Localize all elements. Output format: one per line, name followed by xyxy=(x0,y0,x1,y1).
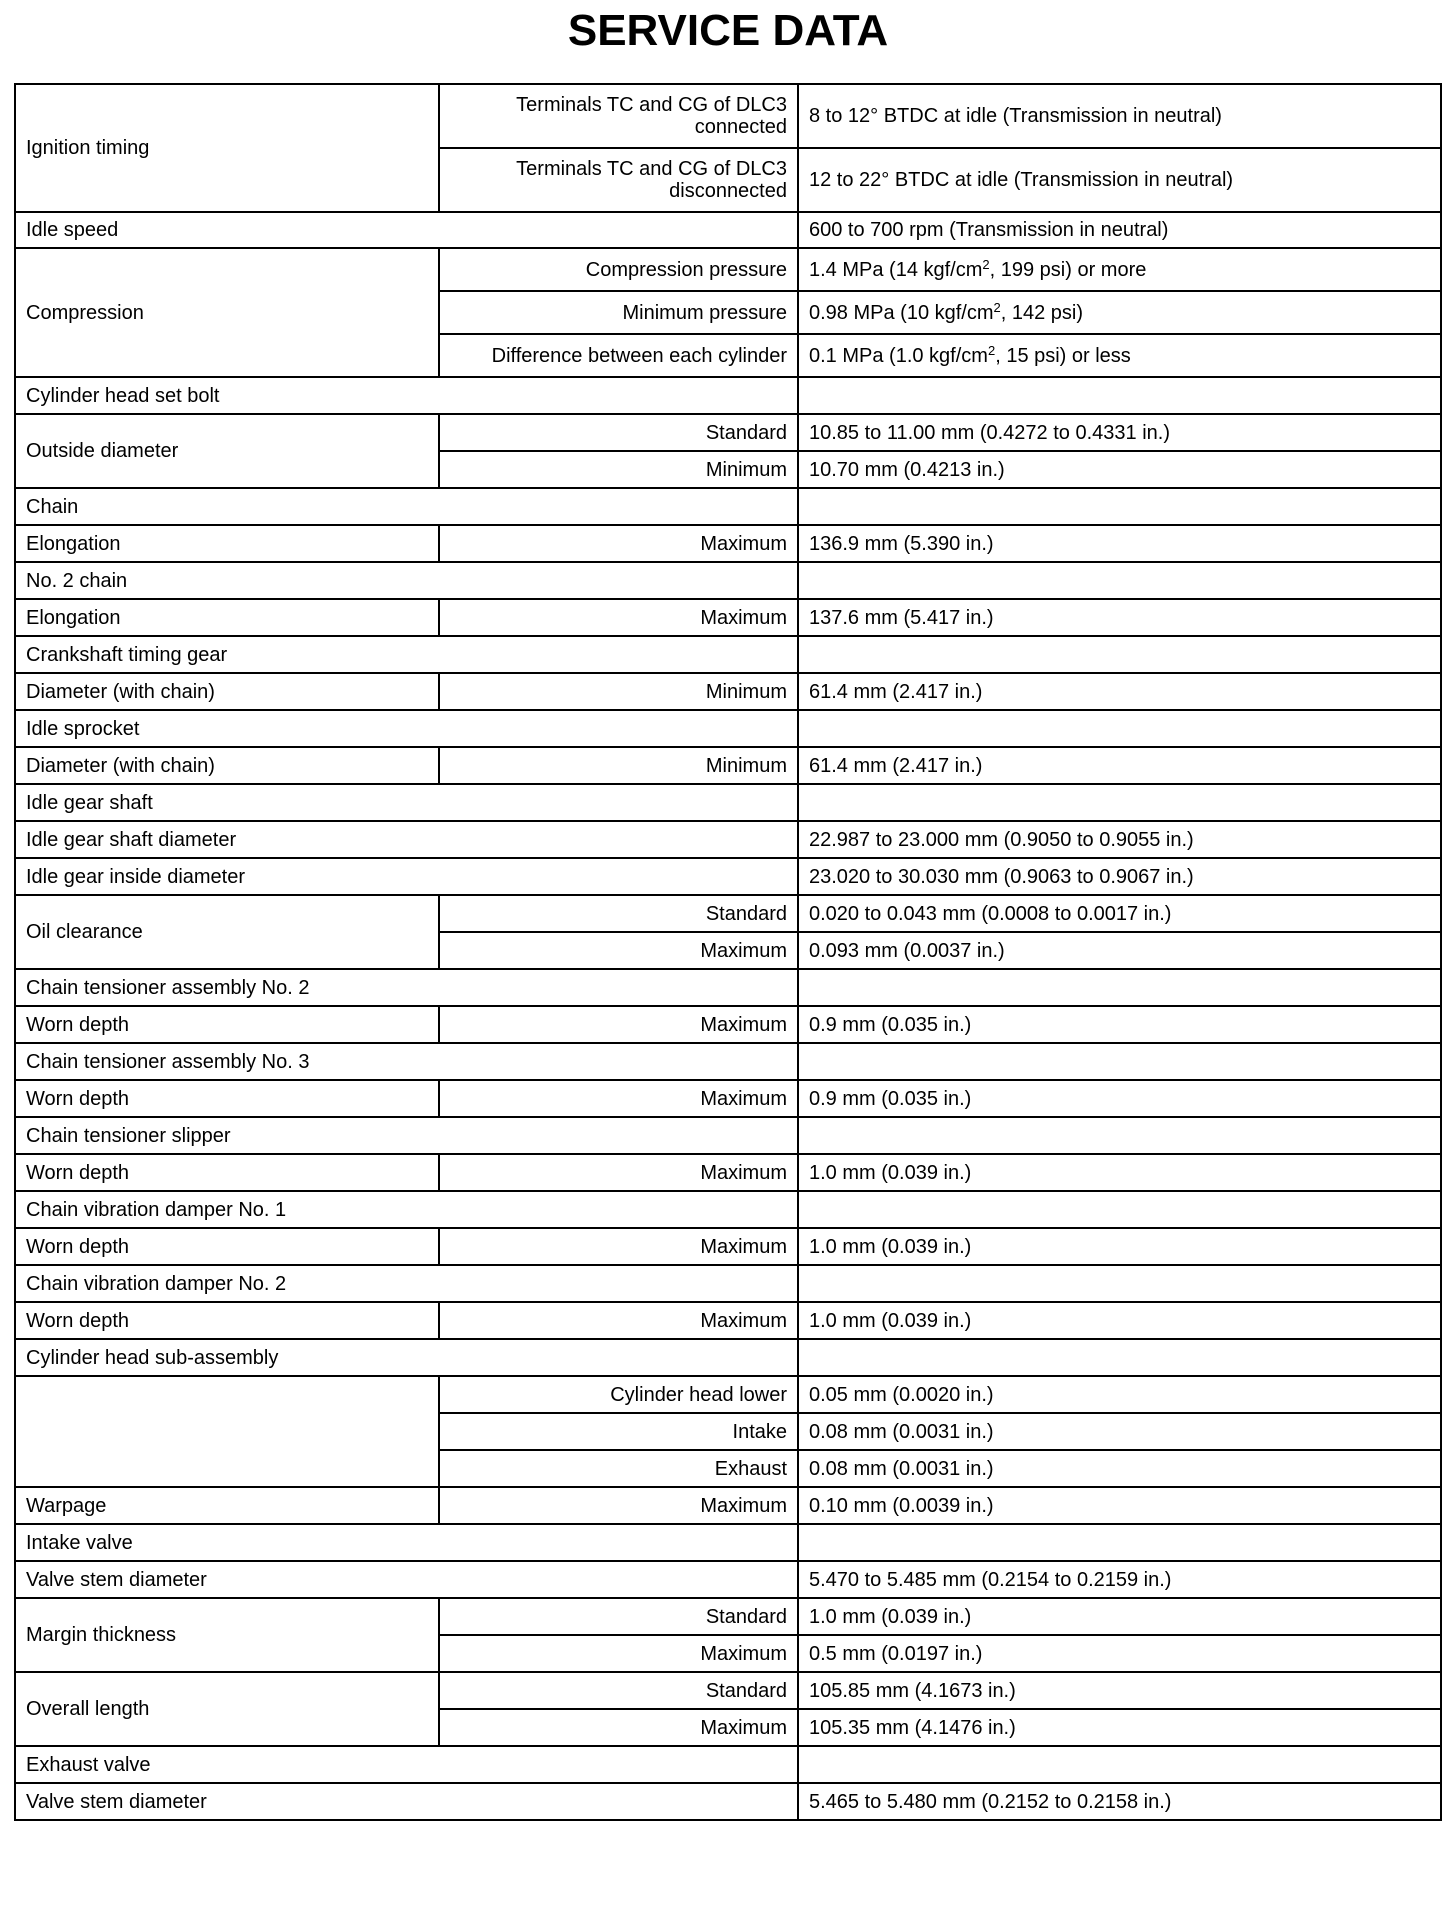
item-label-empty xyxy=(15,1376,439,1487)
spec-value: 1.0 mm (0.039 in.) xyxy=(798,1302,1441,1339)
section-label: Chain vibration damper No. 1 xyxy=(15,1191,798,1228)
table-row xyxy=(15,1672,1441,1709)
section-label: Crankshaft timing gear xyxy=(15,636,798,673)
condition-label: Minimum xyxy=(439,673,798,710)
section-row xyxy=(15,1191,1441,1228)
spec-value xyxy=(798,334,1441,377)
value-text: , 15 psi) or less xyxy=(995,344,1131,367)
spec-value: 1.0 mm (0.039 in.) xyxy=(798,1228,1441,1265)
spec-value: 0.9 mm (0.035 in.) xyxy=(798,1080,1441,1117)
spec-value xyxy=(798,710,1441,747)
section-label: Idle gear shaft xyxy=(15,784,798,821)
section-row xyxy=(15,1043,1441,1080)
condition-label: Maximum xyxy=(439,599,798,636)
table-row xyxy=(15,747,1441,784)
item-label: Diameter (with chain) xyxy=(15,747,439,784)
section-row xyxy=(15,784,1441,821)
spec-value xyxy=(798,969,1441,1006)
condition-label: Standard xyxy=(439,1672,798,1709)
spec-value: 12 to 22° BTDC at idle (Transmission in neutral) xyxy=(798,148,1441,212)
section-row xyxy=(15,1746,1441,1783)
condition-label: Minimum pressure xyxy=(439,291,798,334)
condition-label: Maximum xyxy=(439,1080,798,1117)
table-row xyxy=(15,212,1441,248)
spec-value xyxy=(798,1117,1441,1154)
table-row xyxy=(15,1783,1441,1820)
section-row xyxy=(15,636,1441,673)
condition-label: Difference between each cylinder xyxy=(439,334,798,377)
spec-value: 0.9 mm (0.035 in.) xyxy=(798,1006,1441,1043)
service-data-table xyxy=(14,83,1442,1821)
spec-value: 22.987 to 23.000 mm (0.9050 to 0.9055 in.) xyxy=(798,821,1441,858)
item-label: Worn depth xyxy=(15,1080,439,1117)
spec-value xyxy=(798,562,1441,599)
table-row xyxy=(15,895,1441,932)
spec-value: 0.5 mm (0.0197 in.) xyxy=(798,1635,1441,1672)
section-label: Chain vibration damper No. 2 xyxy=(15,1265,798,1302)
table-row xyxy=(15,1487,1441,1524)
spec-value: 61.4 mm (2.417 in.) xyxy=(798,673,1441,710)
table-row xyxy=(15,248,1441,291)
condition-label: Exhaust xyxy=(439,1450,798,1487)
spec-value: 600 to 700 rpm (Transmission in neutral) xyxy=(798,212,1441,248)
item-label: Worn depth xyxy=(15,1006,439,1043)
superscript: 2 xyxy=(993,299,1001,315)
item-label: Idle speed xyxy=(15,212,798,248)
spec-value xyxy=(798,1524,1441,1561)
section-label: Chain xyxy=(15,488,798,525)
item-label: Margin thickness xyxy=(15,1598,439,1672)
section-row xyxy=(15,1524,1441,1561)
spec-value: 8 to 12° BTDC at idle (Transmission in neutral) xyxy=(798,84,1441,148)
spec-value xyxy=(798,1191,1441,1228)
condition-label: Standard xyxy=(439,414,798,451)
condition-label: Standard xyxy=(439,1598,798,1635)
value-text: 0.1 MPa (1.0 kgf/cm xyxy=(809,344,988,367)
table-row xyxy=(15,84,1441,148)
section-label: Chain tensioner assembly No. 2 xyxy=(15,969,798,1006)
spec-value: 61.4 mm (2.417 in.) xyxy=(798,747,1441,784)
superscript: 2 xyxy=(987,342,996,358)
spec-value: 5.465 to 5.480 mm (0.2152 to 0.2158 in.) xyxy=(798,1783,1441,1820)
item-label: Worn depth xyxy=(15,1154,439,1191)
spec-value: 0.093 mm (0.0037 in.) xyxy=(798,932,1441,969)
item-label: Worn depth xyxy=(15,1302,439,1339)
section-row xyxy=(15,488,1441,525)
item-label: Idle gear shaft diameter xyxy=(15,821,798,858)
table-row xyxy=(15,525,1441,562)
section-label: Intake valve xyxy=(15,1524,798,1561)
condition-label: Terminals TC and CG of DLC3 disconnected xyxy=(439,148,798,212)
condition-label: Maximum xyxy=(439,1302,798,1339)
item-label: Warpage xyxy=(15,1487,439,1524)
section-label: Cylinder head sub-assembly xyxy=(15,1339,798,1376)
spec-value xyxy=(798,636,1441,673)
spec-value xyxy=(798,377,1441,414)
table-row xyxy=(15,1376,1441,1413)
spec-value: 1.0 mm (0.039 in.) xyxy=(798,1154,1441,1191)
section-row xyxy=(15,1265,1441,1302)
item-label: Idle gear inside diameter xyxy=(15,858,798,895)
spec-value xyxy=(798,1339,1441,1376)
spec-value: 105.35 mm (4.1476 in.) xyxy=(798,1709,1441,1746)
table-row xyxy=(15,1080,1441,1117)
item-label: Compression xyxy=(15,248,439,377)
value-text: 1.4 MPa (14 kgf/cm xyxy=(809,258,983,281)
section-row xyxy=(15,562,1441,599)
spec-value: 136.9 mm (5.390 in.) xyxy=(798,525,1441,562)
condition-label: Terminals TC and CG of DLC3 connected xyxy=(439,84,798,148)
section-row xyxy=(15,710,1441,747)
section-row xyxy=(15,969,1441,1006)
spec-value: 1.0 mm (0.039 in.) xyxy=(798,1598,1441,1635)
condition-label: Maximum xyxy=(439,1487,798,1524)
spec-value xyxy=(798,1746,1441,1783)
table-row xyxy=(15,1228,1441,1265)
condition-label: Cylinder head lower xyxy=(439,1376,798,1413)
superscript: 2 xyxy=(982,256,990,272)
spec-value xyxy=(798,1043,1441,1080)
item-label: Worn depth xyxy=(15,1228,439,1265)
section-row xyxy=(15,1117,1441,1154)
section-label: Idle sprocket xyxy=(15,710,798,747)
table-row xyxy=(15,673,1441,710)
spec-value: 23.020 to 30.030 mm (0.9063 to 0.9067 in.) xyxy=(798,858,1441,895)
item-label: Overall length xyxy=(15,1672,439,1746)
spec-value: 10.85 to 11.00 mm (0.4272 to 0.4331 in.) xyxy=(798,414,1441,451)
item-label: Diameter (with chain) xyxy=(15,673,439,710)
spec-value: 105.85 mm (4.1673 in.) xyxy=(798,1672,1441,1709)
item-label: Elongation xyxy=(15,525,439,562)
item-label: Valve stem diameter xyxy=(15,1561,798,1598)
condition-label: Minimum xyxy=(439,451,798,488)
condition-label: Compression pressure xyxy=(439,248,798,291)
table-row xyxy=(15,1561,1441,1598)
condition-label: Maximum xyxy=(439,1635,798,1672)
section-label: Chain tensioner assembly No. 3 xyxy=(15,1043,798,1080)
condition-label: Maximum xyxy=(439,1709,798,1746)
value-text: , 199 psi) or more xyxy=(989,258,1147,281)
section-label: Cylinder head set bolt xyxy=(15,377,798,414)
condition-label: Intake xyxy=(439,1413,798,1450)
section-label: No. 2 chain xyxy=(15,562,798,599)
section-row xyxy=(15,377,1441,414)
spec-value: 0.08 mm (0.0031 in.) xyxy=(798,1413,1441,1450)
spec-value xyxy=(798,248,1441,291)
table-row xyxy=(15,1598,1441,1635)
spec-value: 10.70 mm (0.4213 in.) xyxy=(798,451,1441,488)
spec-value: 0.05 mm (0.0020 in.) xyxy=(798,1376,1441,1413)
section-row xyxy=(15,1339,1441,1376)
condition-label: Maximum xyxy=(439,525,798,562)
condition-label: Maximum xyxy=(439,1228,798,1265)
spec-value: 0.020 to 0.043 mm (0.0008 to 0.0017 in.) xyxy=(798,895,1441,932)
spec-value: 5.470 to 5.485 mm (0.2154 to 0.2159 in.) xyxy=(798,1561,1441,1598)
condition-label: Minimum xyxy=(439,747,798,784)
spec-value xyxy=(798,784,1441,821)
item-label: Outside diameter xyxy=(15,414,439,488)
spec-value: 137.6 mm (5.417 in.) xyxy=(798,599,1441,636)
value-text: , 142 psi) xyxy=(1000,301,1084,324)
table-row xyxy=(15,599,1441,636)
section-label: Chain tensioner slipper xyxy=(15,1117,798,1154)
table-row xyxy=(15,414,1441,451)
item-label: Oil clearance xyxy=(15,895,439,969)
spec-value xyxy=(798,488,1441,525)
page-title: SERVICE DATA xyxy=(567,6,889,55)
spec-value: 0.10 mm (0.0039 in.) xyxy=(798,1487,1441,1524)
table-row xyxy=(15,858,1441,895)
item-label: Valve stem diameter xyxy=(15,1783,798,1820)
condition-label: Maximum xyxy=(439,1006,798,1043)
item-label: Elongation xyxy=(15,599,439,636)
section-label: Exhaust valve xyxy=(15,1746,798,1783)
table-row xyxy=(15,1006,1441,1043)
table-row xyxy=(15,821,1441,858)
condition-label: Standard xyxy=(439,895,798,932)
item-label: Ignition timing xyxy=(15,84,439,212)
value-text: 0.98 MPa (10 kgf/cm xyxy=(809,301,994,324)
spec-value xyxy=(798,291,1441,334)
condition-label: Maximum xyxy=(439,932,798,969)
condition-label: Maximum xyxy=(439,1154,798,1191)
table-row xyxy=(15,1154,1441,1191)
table-row xyxy=(15,1302,1441,1339)
spec-value xyxy=(798,1265,1441,1302)
spec-value: 0.08 mm (0.0031 in.) xyxy=(798,1450,1441,1487)
